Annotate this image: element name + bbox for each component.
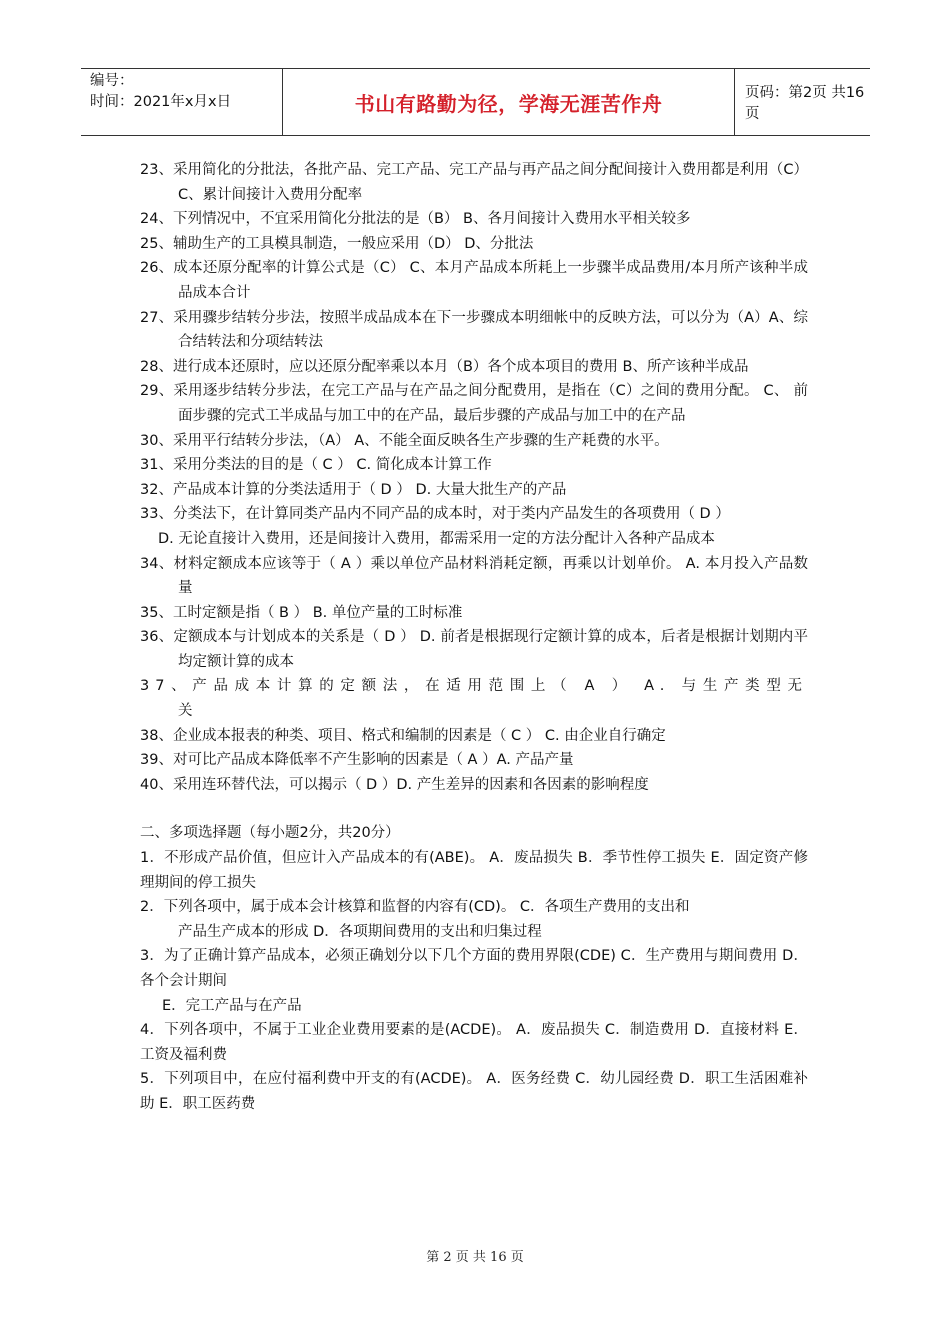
multi-question-3: 3．为了正确计算产品成本，必须正确划分以下几个方面的费用界限(CDE) C．生产费用与期间费用 D．各个会计期间 [140, 948, 808, 989]
question-34: 34、材料定额成本应该等于（ A ）乘以单位产品材料消耗定额，再乘以计划单价。 A. 本月投入产品数量 [140, 555, 808, 597]
header-motto: 书山有路勤为径，学海无涯苦作舟 [283, 69, 735, 135]
document-time-label: 时间：2021年x月x日 [90, 94, 232, 110]
multi-question-1: 1．不形成产品价值，但应计入产品成本的有(ABE)。 A．废品损失 B．季节性停工损失 E．固定资产修理期间的停工损失 [140, 850, 808, 891]
multi-question-5: 5．下列项目中，在应付福利费中开支的有(ACDE)。 A．医务经费 C．幼儿园经费 D．职工生活困难补助 E．职工医药费 [140, 1071, 808, 1112]
question-37: 37、产品成本计算的定额法，在适用范围上（ A ） A. 与生产类型无关 [140, 678, 808, 720]
header-page-info: 页码：第2页 共16页 [745, 85, 865, 122]
header-meta [81, 69, 283, 135]
question-38: 38、企业成本报表的种类、项目、格式和编制的因素是（ C ） C. 由企业自行确定 [140, 727, 666, 744]
question-29: 29、采用逐步结转分步法，在完工产品与在产品之间分配费用，是指在（C）之间的费用分配。 C、 前面步骤的完式工半成品与加工中的在产品，最后步骤的产成品与加工中的在产品 [140, 383, 808, 424]
multi-question-4: 4．下列各项中，不属于工业企业费用要素的是(ACDE)。 A．废品损失 C．制造费用 D．直接材料 E．工资及福利费 [140, 1022, 808, 1063]
question-36: 36、定额成本与计划成本的关系是（ D ） D. 前者是根据现行定额计算的成本，后者是根据计划期内平均定额计算的成本 [140, 629, 808, 670]
question-28: 28、进行成本还原时，应以还原分配率乘以本月（B）各个成本项目的费用 B、所产该种半成品 [140, 358, 749, 375]
page-header [81, 68, 870, 136]
question-27: 27、采用骤步结转分步法，按照半成品成本在下一步骤成本明细帐中的反映方法，可以分为（A）A、综合结转法和分项结转法 [140, 309, 808, 351]
question-32: 32、产品成本计算的分类法适用于（ D ） D. 大量大批生产的产品 [140, 481, 567, 498]
question-23: 23、采用简化的分批法，各批产品、完工产品、完工产品与再产品之间分配间接计入费用都是利用（C）C、累计间接计入费用分配率 [140, 162, 808, 203]
page-footer: 第 2 页 共 16 页 [426, 1250, 524, 1265]
question-39: 39、对可比产品成本降低率不产生影响的因素是（ A ）A. 产品产量 [140, 752, 574, 769]
question-30: 30、采用平行结转分步法，（A） A、不能全面反映各生产步骤的生产耗费的水平。 [140, 432, 669, 449]
question-35: 35、工时定额是指（ B ） B. 单位产量的工时标准 [140, 604, 463, 621]
question-33: 33、分类法下，在计算同类产品内不同产品的成本时，对于类内产品发生的各项费用（ D ） [140, 506, 730, 523]
section-2-title: 二、多项选择题（每小题2分，共20分） [140, 825, 400, 842]
question-26: 26、成本还原分配率的计算公式是（C） C、本月产品成本所耗上一步骤半成品费用/本月所产该种半成品成本合计 [140, 260, 808, 301]
question-33-answer: D. 无论直接计入费用，还是间接计入费用，都需采用一定的方法分配计入各种产品成本 [158, 530, 715, 547]
document-number-label: 编号： [90, 73, 134, 89]
multi-question-2-cont: 产品生产成本的形成 D．各项期间费用的支出和归集过程 [178, 923, 542, 940]
question-24: 24、下列情况中，不宜采用简化分批法的是（B） B、各月间接计入费用水平相关较多 [140, 211, 691, 228]
multi-question-3-option-e: E．完工产品与在产品 [162, 997, 302, 1014]
document-body [140, 158, 808, 1117]
question-25: 25、辅助生产的工具模具制造，一般应采用（D） D、分批法 [140, 235, 534, 252]
question-40: 40、采用连环替代法，可以揭示（ D ）D. 产生差异的因素和各因素的影响程度 [140, 776, 649, 793]
multi-question-2: 2．下列各项中，属于成本会计核算和监督的内容有(CD)。 C．各项生产费用的支出和 [140, 899, 690, 916]
question-31: 31、采用分类法的目的是（ C ） C. 简化成本计算工作 [140, 457, 492, 474]
